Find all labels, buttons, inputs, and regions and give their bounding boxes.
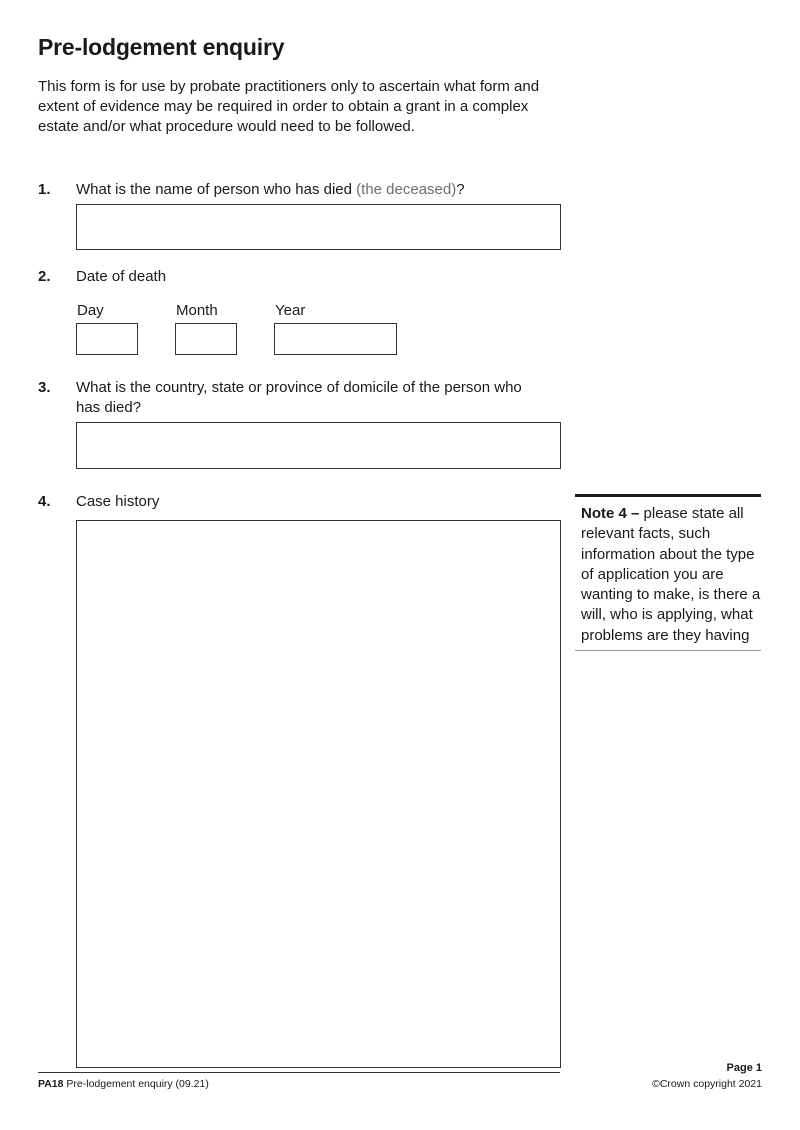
footer-divider — [38, 1072, 560, 1073]
intro-text: This form is for use by probate practitioners only to ascertain what form and extent of evidence may be required in order to obtain a grant in a complex estate and/or what procedure would need to be followed. — [38, 78, 540, 135]
page-title: Pre-lodgement enquiry — [38, 34, 285, 60]
question-2-label: Date of death — [76, 268, 167, 285]
question-1-suffix: ? — [456, 181, 465, 198]
question-3-label: What is the country, state or province of domicile of the person who has died? — [76, 379, 522, 416]
question-3-number: 3. — [38, 379, 51, 396]
death-year-input[interactable] — [274, 323, 397, 355]
year-label: Year — [275, 302, 306, 319]
footer-form-name: Pre-lodgement enquiry (09.21) — [63, 1078, 209, 1090]
question-1-hint: (the deceased) — [356, 181, 457, 198]
question-2-number: 2. — [38, 268, 51, 285]
page-number: Page 1 — [726, 1062, 762, 1074]
deceased-name-input[interactable] — [76, 204, 561, 250]
month-label: Month — [176, 302, 218, 319]
footer-form-code: PA18 — [38, 1078, 64, 1090]
note-4-label: Note 4 – — [581, 505, 640, 522]
death-month-input[interactable] — [175, 323, 237, 355]
footer-form-reference — [38, 1078, 209, 1090]
death-day-input[interactable] — [76, 323, 138, 355]
domicile-input[interactable] — [76, 422, 561, 469]
question-1-number: 1. — [38, 181, 51, 198]
question-1-text: What is the name of person who has died — [76, 181, 357, 198]
case-history-textarea[interactable] — [76, 520, 561, 1068]
question-4-number: 4. — [38, 493, 51, 510]
note-4-panel — [575, 494, 761, 651]
question-4-label: Case history — [76, 493, 160, 510]
day-label: Day — [77, 302, 104, 319]
note-4-text: please state all relevant facts, such information about the type of application you are wanting to make, is there a will, who is applying, what problems are they having — [581, 505, 761, 644]
copyright-notice: ©Crown copyright 2021 — [652, 1078, 762, 1090]
question-1-label — [76, 180, 556, 200]
